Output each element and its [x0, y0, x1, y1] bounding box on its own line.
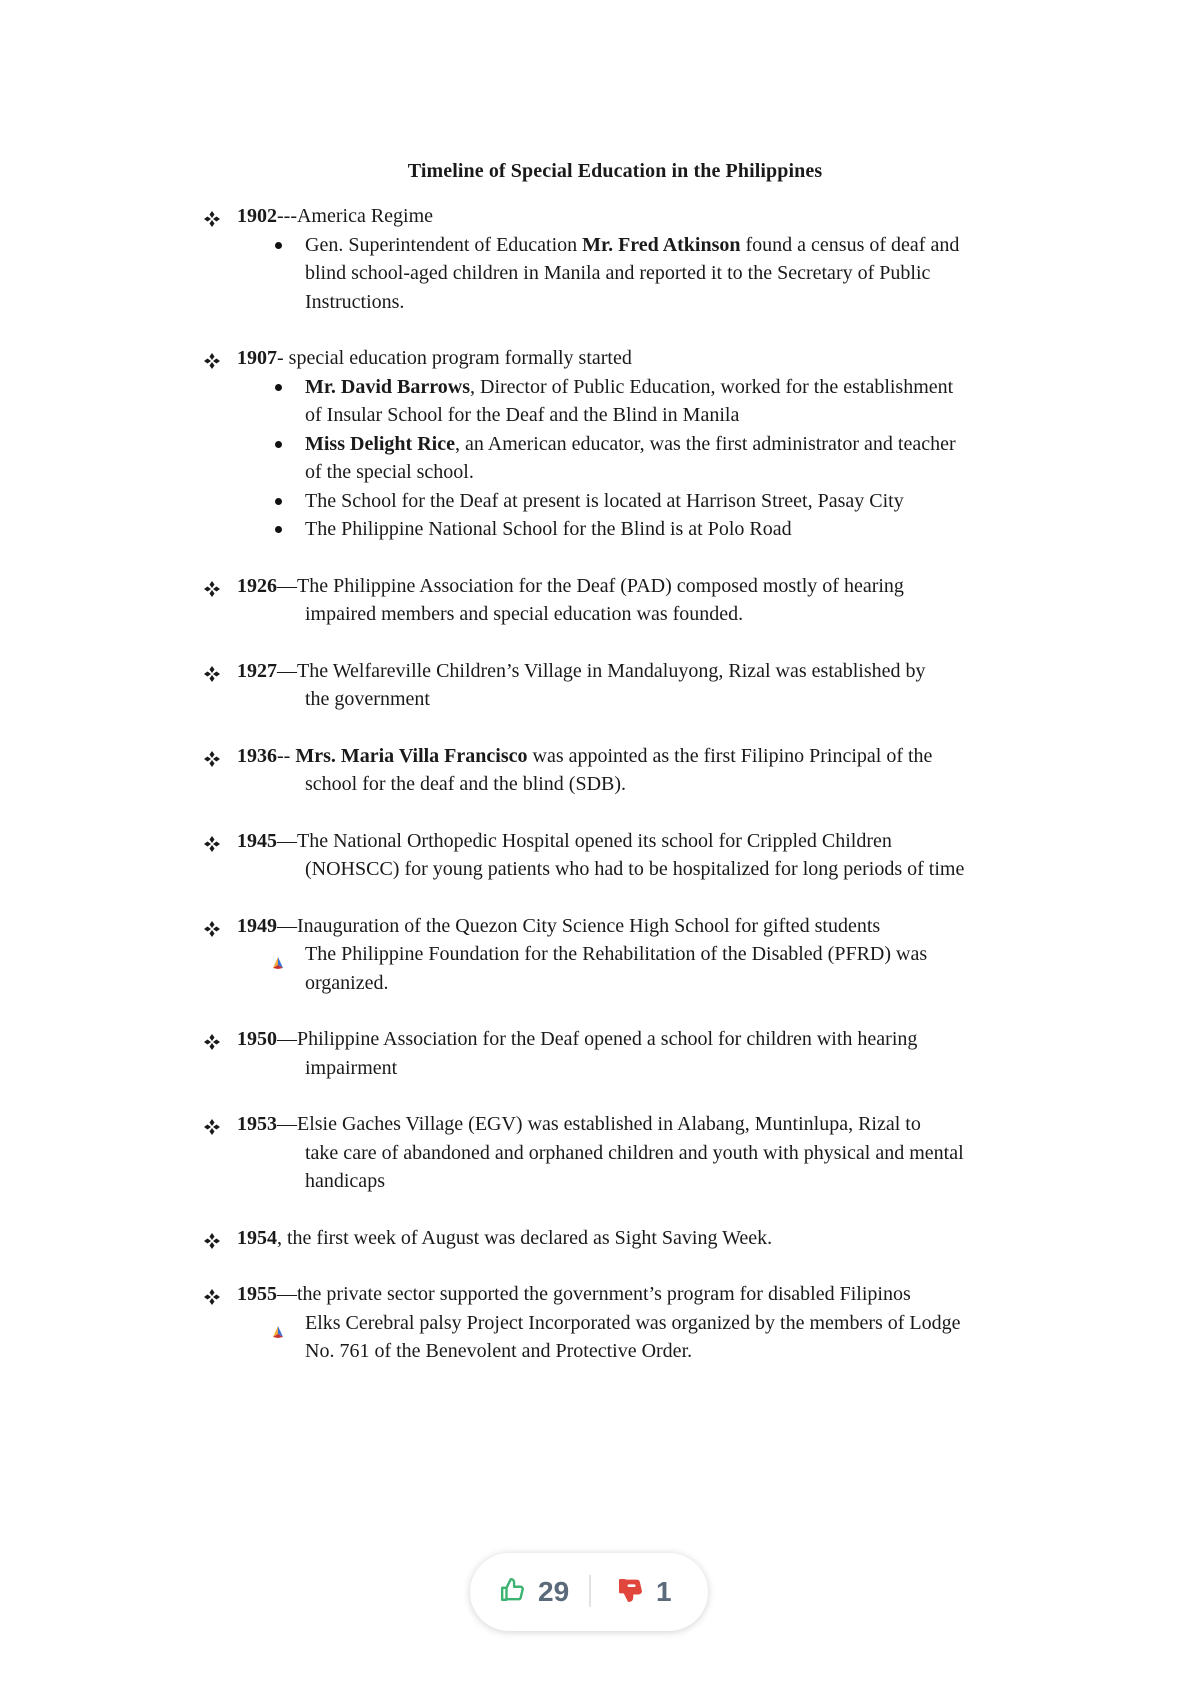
upvote-count: 29 [538, 1576, 570, 1607]
entry-heading-line [204, 1280, 1084, 1309]
document-title: Timeline of Special Education in the Philippines [407, 160, 823, 182]
entry-year: 1902 [237, 205, 277, 227]
text-run: -- [277, 744, 296, 767]
timeline-list [204, 202, 1084, 1394]
four-diamond-bullet-icon [204, 1233, 220, 1249]
round-bullet-icon [275, 384, 282, 391]
entry-continuation-line: handicaps [305, 1170, 385, 1192]
entry-heading-line [204, 1025, 1084, 1054]
timeline-entry-1926 [204, 572, 1084, 629]
upvote-button[interactable] [500, 1553, 569, 1631]
round-bullet-icon [275, 441, 282, 448]
timeline-entry-1954 [204, 1224, 1084, 1253]
sub-bullet-item [204, 373, 1084, 430]
downvote-button[interactable] [618, 1553, 672, 1631]
entry-heading-line [204, 1110, 1084, 1139]
entry-year: 1950 [237, 1028, 277, 1050]
round-bullet-icon [275, 242, 282, 249]
entry-text: —The National Orthopedic Hospital opened its school for Crippled Children [277, 829, 892, 852]
text-run: Gen. Superintendent of Education [305, 233, 583, 256]
bold-name-text: Mr. Fred Atkinson [582, 233, 741, 256]
entry-text: —the private sector supported the government’s program for disabled Filipinos [277, 1283, 911, 1305]
text-run: , an American educator, was the first administrator and teacher [454, 432, 956, 455]
sub-bullet-item [204, 487, 1084, 516]
four-diamond-bullet-icon [204, 1289, 220, 1305]
sub-item-line: No. 761 of the Benevolent and Protective Order. [305, 1340, 693, 1362]
vote-widget [470, 1553, 708, 1631]
entry-heading-line [204, 742, 1084, 771]
timeline-entry-1927 [204, 657, 1084, 714]
text-run: The Philippine National School for the Blind is at Polo Road [305, 518, 792, 540]
sub-bullet-list [204, 1309, 1084, 1366]
timeline-entry-1945 [204, 827, 1084, 884]
vote-divider [589, 1575, 591, 1607]
entry-heading-line [204, 827, 1084, 856]
four-diamond-bullet-icon [204, 353, 220, 369]
entry-text: —Inauguration of the Quezon City Science High School for gifted students [277, 914, 881, 937]
timeline-entry-1936 [204, 742, 1084, 799]
timeline-entry-1953 [204, 1110, 1084, 1196]
text-run: , Director of Public Education, worked for the establishment [470, 375, 954, 398]
thumbs-down-icon [618, 1577, 644, 1608]
entry-heading-line [204, 657, 1084, 686]
bold-name-text: Mr. David Barrows [305, 375, 470, 398]
entry-heading-line [204, 912, 1084, 941]
timeline-entry-1907 [204, 344, 1084, 544]
entry-year: 1936 [237, 744, 277, 767]
sub-bullet-item [204, 1309, 1084, 1366]
timeline-entry-1902 [204, 202, 1084, 316]
sub-bullet-list [204, 940, 1084, 997]
bold-name-text: Mrs. Maria Villa Francisco [295, 744, 528, 767]
entry-continuation-line: (NOHSCC) for young patients who had to be hospitalized for long periods of time [305, 858, 965, 880]
sub-item-line [305, 1309, 1084, 1338]
entry-year: 1953 [237, 1113, 277, 1135]
four-diamond-bullet-icon [204, 836, 220, 852]
sub-item-line [305, 515, 1084, 544]
four-diamond-bullet-icon [204, 211, 220, 227]
thumbs-up-icon [500, 1577, 526, 1608]
sub-item-line: of Insular School for the Deaf and the Blind in Manila [305, 404, 740, 426]
four-diamond-bullet-icon [204, 1034, 220, 1050]
arrowhead-bullet-icon [271, 950, 285, 964]
entry-heading-line [204, 1224, 1084, 1253]
text-run: found a census of deaf and [740, 233, 960, 256]
entry-continuation-line: impairment [305, 1056, 398, 1079]
entry-year: 1954 [237, 1226, 277, 1249]
sub-item-line [305, 487, 1084, 516]
entry-year: 1955 [237, 1283, 277, 1305]
sub-item-line [305, 373, 1084, 402]
sub-bullet-item [204, 231, 1084, 317]
arrowhead-bullet-icon [271, 1319, 285, 1333]
entry-text: —Elsie Gaches Village (EGV) was established in Alabang, Muntinlupa, Rizal to [277, 1113, 921, 1135]
four-diamond-bullet-icon [204, 666, 220, 682]
round-bullet-icon [275, 526, 282, 533]
bold-name-text: Miss Delight Rice [305, 432, 455, 455]
entry-continuation-line: take care of abandoned and orphaned children and youth with physical and mental [305, 1141, 964, 1164]
sub-item-line: of the special school. [305, 461, 474, 483]
entry-continuation-line: impaired members and special education was founded. [305, 603, 744, 625]
entry-continuation-line: the government [305, 688, 430, 710]
four-diamond-bullet-icon [204, 921, 220, 937]
entry-text: - special education program formally started [277, 347, 632, 369]
entry-year: 1949 [237, 914, 277, 937]
text-run: was appointed as the first Filipino Principal of the [527, 744, 933, 767]
entry-text: —The Welfareville Children’s Village in Mandaluyong, Rizal was established by [277, 659, 926, 682]
timeline-entry-1955 [204, 1280, 1084, 1366]
sub-item-line [305, 231, 1084, 260]
entry-continuation-line: school for the deaf and the blind (SDB). [305, 773, 627, 795]
downvote-count: 1 [656, 1576, 672, 1607]
timeline-entry-1950 [204, 1025, 1084, 1082]
entry-heading-line [204, 572, 1084, 601]
entry-year: 1945 [237, 829, 277, 852]
entry-year: 1926 [237, 574, 277, 597]
sub-item-line: blind school-aged children in Manila and reported it to the Secretary of Public [305, 262, 931, 284]
round-bullet-icon [275, 498, 282, 505]
entry-text: ---America Regime [277, 205, 434, 227]
entry-text: , the first week of August was declared as Sight Saving Week. [277, 1226, 773, 1249]
entry-text: —The Philippine Association for the Deaf (PAD) composed mostly of hearing [277, 574, 904, 597]
entry-text: —Philippine Association for the Deaf opened a school for children with hearing [277, 1028, 918, 1050]
entry-year: 1907 [237, 347, 277, 369]
sub-bullet-list [204, 231, 1084, 317]
timeline-entry-1949 [204, 912, 1084, 998]
sub-bullet-item [204, 940, 1084, 997]
text-run: The Philippine Foundation for the Rehabilitation of the Disabled (PFRD) was [305, 943, 928, 965]
sub-item-line: organized. [305, 971, 389, 994]
sub-bullet-item [204, 515, 1084, 544]
text-run: Elks Cerebral palsy Project Incorporated was organized by the members of Lodge [305, 1311, 961, 1334]
four-diamond-bullet-icon [204, 581, 220, 597]
four-diamond-bullet-icon [204, 1119, 220, 1135]
sub-item-line [305, 940, 1084, 969]
sub-item-line: Instructions. [305, 290, 405, 313]
entry-heading-line [204, 344, 1084, 373]
entry-year: 1927 [237, 659, 277, 682]
sub-item-line [305, 430, 1084, 459]
text-run: The School for the Deaf at present is located at Harrison Street, Pasay City [305, 489, 904, 512]
four-diamond-bullet-icon [204, 751, 220, 767]
entry-heading-line [204, 202, 1084, 231]
sub-bullet-item [204, 430, 1084, 487]
sub-bullet-list [204, 373, 1084, 544]
